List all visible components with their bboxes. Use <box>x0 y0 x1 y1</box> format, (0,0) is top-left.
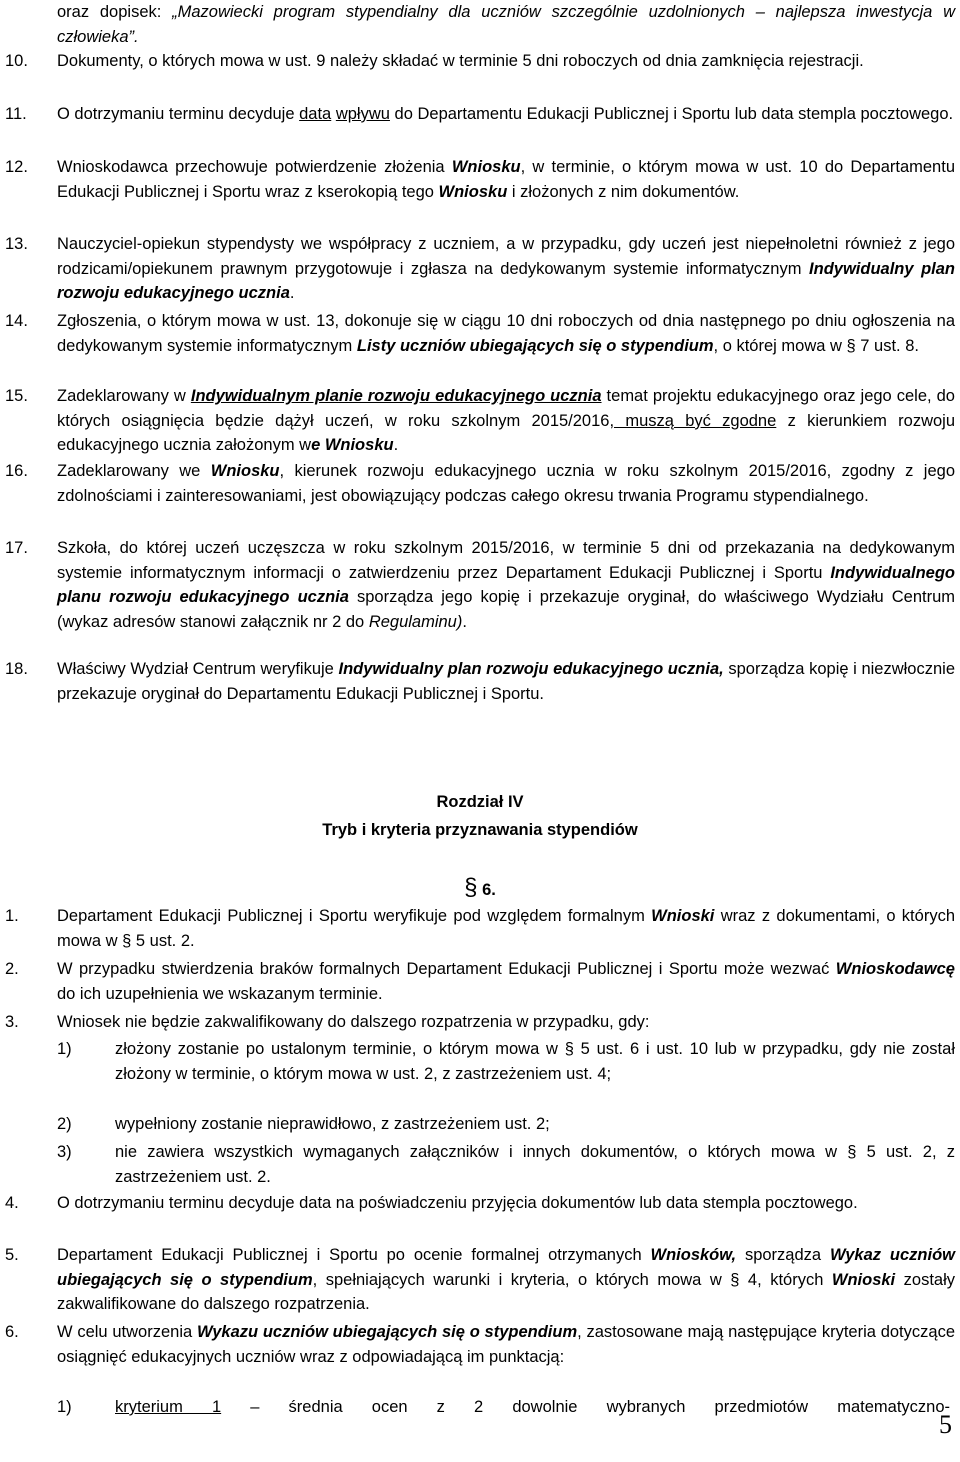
sub-list-item-text: złożony zostanie po ustalonym terminie, o którym mowa w § 5 ust. 6 i ust. 10 lub w przypadku, gdy nie został złożony w terminie, o którym mowa w ust. 2, z zastrzeżeniem ust. 4; <box>115 1040 955 1083</box>
list-item-number: 4. <box>5 1194 19 1212</box>
list-item-number: 10. <box>5 52 28 70</box>
section-sign: § <box>122 931 132 950</box>
sub-list-item-text: nie zawiera wszystkich wymaganych załączników i innych dokumentów, o których mowa w § 5 ust. 2, z zastrzeżeniem ust. 2. <box>115 1143 955 1186</box>
sub-list-item-number: 1) <box>57 1398 72 1416</box>
sub-list-item-text: kryterium 1 – średnia ocen z 2 dowolnie wybranych przedmiotów matematyczno- <box>115 1398 950 1416</box>
sub-list-item-number: 2) <box>57 1115 72 1133</box>
list-item-text: O dotrzymaniu terminu decyduje data wpływu do Departamentu Edukacji Publicznej i Sportu lub data stempla pocztowego. <box>57 105 954 123</box>
list-item-text: Szkoła, do której uczeń uczęszcza w roku szkolnym 2015/2016, w terminie 5 dni od przekazania na dedykowanym systemie informatycznym informacji o zatwierdzeniu przez Departament Edukacji Publicznej i Sportu Indywidualnego planu rozwoju edukacyjnego ucznia sporządza jego kopię i przekazuje oryginał, do właściwego Wydziału Centrum (wykaz adresów stanowi załącznik nr 2 do Regulaminu). <box>57 539 955 631</box>
section-sign: § <box>847 1143 857 1161</box>
list-item-text: Dokumenty, o których mowa w ust. 9 należy składać w terminie 5 dni roboczych od dnia zamknięcia rejestracji. <box>57 52 864 70</box>
list-item-number: 13. <box>5 235 28 253</box>
list-item-text: Nauczyciel-opiekun stypendysty we współpracy z uczniem, a w przypadku, gdy uczeń jest niepełnoletni również z jego rodzicami/opiekunem prawnym przygotowuje i zgłasza na dedykowanym systemie informatycznym Indywidualny plan rozwoju edukacyjnego ucznia. <box>57 235 956 303</box>
sub-list-item-text: wypełniony zostanie nieprawidłowo, z zastrzeżeniem ust. 2; <box>115 1115 550 1133</box>
chapter-title: Rozdział IV <box>436 793 524 811</box>
section-sign: § <box>564 1040 574 1058</box>
list-item-text: Departament Edukacji Publicznej i Sportu weryfikuje pod względem formalnym Wnioski wraz z dokumentami, o których mowa w § 5 ust. 2. <box>57 907 955 950</box>
list-item-text: W celu utworzenia Wykazu uczniów ubiegających się o stypendium, zastosowane mają następujące kryteria dotyczące osiągnięć edukacyjnych uczniów wraz z odpowiadającą im punktacją: <box>57 1323 955 1366</box>
list-item-text: Zadeklarowany w Indywidualnym planie rozwoju edukacyjnego ucznia temat projektu edukacyjnego oraz jego cele, do których osiągnięcia będzie dążył uczeń, w roku szkolnym 2015/2016, muszą być zgodne z kierunkiem rozwoju edukacyjnego ucznia założonym we Wniosku. <box>57 387 956 455</box>
list-item-number: 1. <box>5 907 19 925</box>
list-item-text: Zgłoszenia, o którym mowa w ust. 13, dokonuje się w ciągu 10 dni roboczych od dnia następnego po dniu ogłoszenia na dedykowanym systemie informatycznym Listy uczniów ubiegających się o stypendium, o której mowa w § 7 ust. 8. <box>57 312 955 355</box>
list-item-number: 15. <box>5 387 28 405</box>
section-sign: § <box>846 336 856 355</box>
list-item-number: 11. <box>5 105 27 123</box>
list-item-text: W przypadku stwierdzenia braków formalnych Departament Edukacji Publicznej i Sportu może wezwać Wnioskodawcę do ich uzupełnienia we wskazanym terminie. <box>57 960 955 1003</box>
list-item-number: 18. <box>5 660 28 678</box>
list-item-text: oraz dopisek: „Mazowiecki program stypendialny dla uczniów szczególnie uzdolnionych – najlepsza inwestycja w człowieka”. <box>57 3 955 46</box>
list-item-number: 12. <box>5 158 28 176</box>
list-item-text: Właściwy Wydział Centrum weryfikuje Indywidualny plan rozwoju edukacyjnego ucznia, sporządza kopię i niezwłocznie przekazuje oryginał do Departamentu Edukacji Publicznej i Sportu. <box>57 660 956 703</box>
list-item-number: 6. <box>5 1323 19 1341</box>
sub-list-item-number: 1) <box>57 1040 72 1058</box>
list-item-text: Zadeklarowany we Wniosku, kierunek rozwoju edukacyjnego ucznia w roku szkolnym 2015/2016, zgodny z jego zdolnościami i zainteresowaniami, jest obowiązujący podczas całego okresu trwania Programu stypendialnego. <box>57 462 956 505</box>
list-item-number: 14. <box>5 312 28 330</box>
sub-list-item-number: 3) <box>57 1143 72 1161</box>
chapter-subtitle: Tryb i kryteria przyznawania stypendiów <box>322 821 638 839</box>
list-item-text: Departament Edukacji Publicznej i Sportu po ocenie formalnej otrzymanych Wniosków, sporządza Wykaz uczniów ubiegających się o stypendium, spełniających warunki i kryteria, o których mowa w § 4, których Wnioski zostały zakwalifikowane do dalszego rozpatrzenia. <box>57 1246 955 1314</box>
list-item-number: 5. <box>5 1246 19 1264</box>
list-item-text: O dotrzymaniu terminu decyduje data na poświadczeniu przyjęcia dokumentów lub data stempla pocztowego. <box>57 1194 858 1212</box>
page-number: 5 <box>939 1410 952 1439</box>
section-heading: § 6. <box>464 874 496 901</box>
list-item-number: 17. <box>5 539 28 557</box>
list-item-number: 2. <box>5 960 19 978</box>
section-sign: § <box>464 874 478 901</box>
list-item-text: Wnioskodawca przechowuje potwierdzenie złożenia Wniosku, w terminie, o którym mowa w ust. 10 do Departamentu Edukacji Publicznej i Sportu wraz z kserokopią tego Wniosku i złożonych z nim dokumentów. <box>57 158 955 201</box>
list-item-number: 16. <box>5 462 28 480</box>
list-item-number: 3. <box>5 1013 19 1031</box>
list-item-text: Wniosek nie będzie zakwalifikowany do dalszego rozpatrzenia w przypadku, gdy: <box>57 1013 650 1031</box>
section-sign: § <box>730 1270 740 1289</box>
